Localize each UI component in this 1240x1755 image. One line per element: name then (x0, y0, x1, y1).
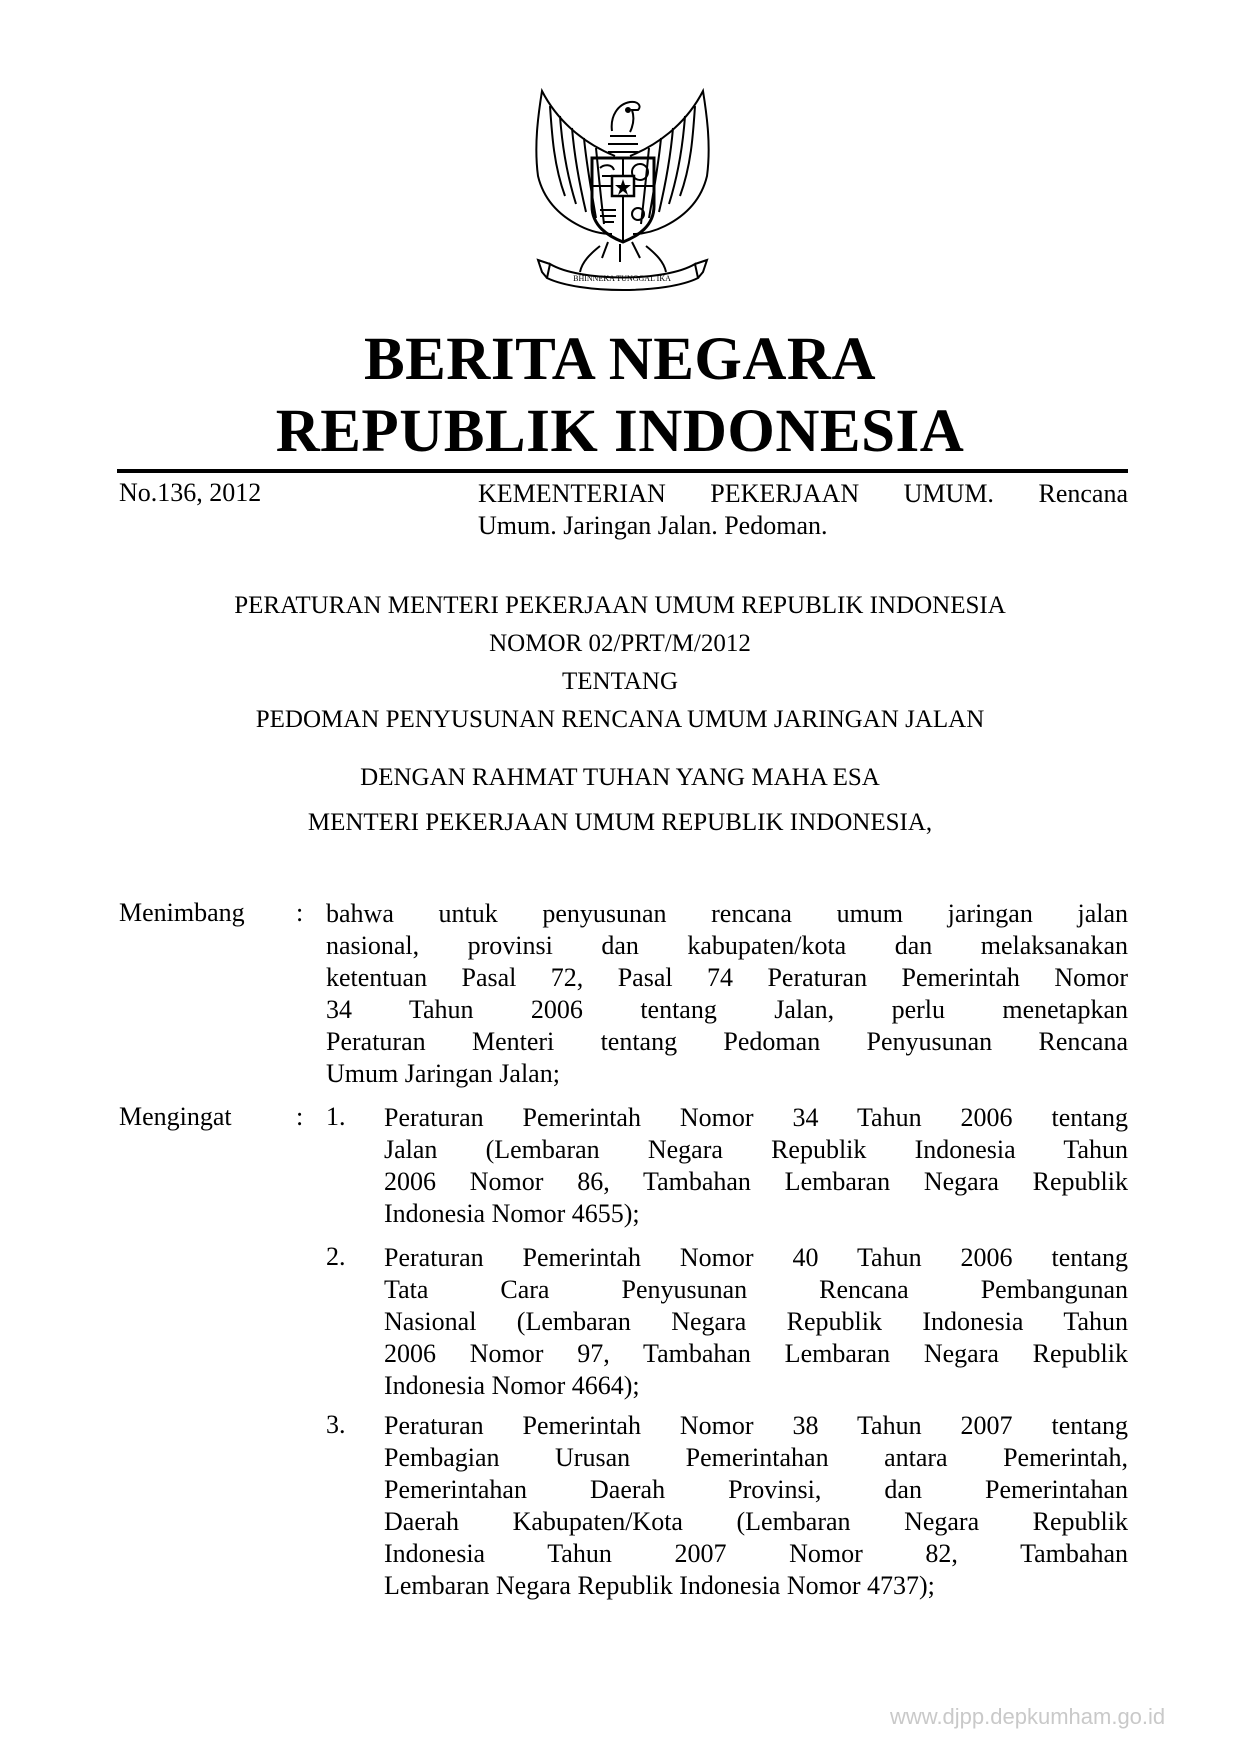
regulation-number: NOMOR 02/PRT/M/2012 (489, 630, 751, 657)
mengingat-colon: : (296, 1102, 304, 1131)
mengingat-line: Tata Cara Penyusunan Rencana Pembangunan (384, 1275, 1128, 1304)
regulation-heading-line1: PERATURAN MENTERI PEKERJAAN UMUM REPUBLIK INDONESIA (234, 592, 1006, 619)
menimbang-line: nasional, provinsi dan kabupaten/kota dan melaksanakan (326, 931, 1128, 960)
mengingat-line: Daerah Kabupaten/Kota (Lembaran Negara Republik (384, 1507, 1128, 1536)
mengingat-label: Mengingat (119, 1102, 232, 1131)
mengingat-item-number: 2. (326, 1242, 346, 1271)
mengingat-line: Pemerintahan Daerah Provinsi, dan Pemerintahan (384, 1475, 1128, 1504)
motto-text: BHINNEKA TUNGGAL IKA (573, 274, 671, 283)
mengingat-item-3 (384, 1410, 1128, 1602)
menimbang-line: Peraturan Menteri tentang Pedoman Penyusunan Rencana (326, 1027, 1128, 1056)
mengingat-item-1 (384, 1102, 1128, 1230)
gazette-description-line2: Umum. Jaringan Jalan. Pedoman. (478, 511, 828, 540)
menimbang-line: 34 Tahun 2006 tentang Jalan, perlu menetapkan (326, 995, 1128, 1024)
mengingat-item-2 (384, 1242, 1128, 1402)
menimbang-colon: : (296, 898, 304, 927)
menimbang-line: Umum Jaringan Jalan; (326, 1059, 560, 1088)
menimbang-line: ketentuan Pasal 72, Pasal 74 Peraturan Pemerintah Nomor (326, 963, 1128, 992)
mengingat-line: Indonesia Tahun 2007 Nomor 82, Tambahan (384, 1539, 1128, 1568)
mengingat-line: 2006 Nomor 97, Tambahan Lembaran Negara Republik (384, 1339, 1128, 1368)
preamble-line2: MENTERI PEKERJAAN UMUM REPUBLIK INDONESIA, (307, 809, 933, 836)
gazette-title-line1: BERITA NEGARA (363, 326, 877, 393)
watermark-url: www.djpp.depkumham.go.id (890, 1704, 1166, 1729)
menimbang-line: bahwa untuk penyusunan rencana umum jaringan jalan (326, 899, 1128, 928)
mengingat-line: Peraturan Pemerintah Nomor 38 Tahun 2007 tentang (384, 1411, 1128, 1440)
menimbang-label: Menimbang (119, 898, 245, 927)
mengingat-line: Peraturan Pemerintah Nomor 40 Tahun 2006 tentang (384, 1243, 1128, 1272)
preamble-line1: DENGAN RAHMAT TUHAN YANG MAHA ESA (360, 764, 880, 791)
mengingat-line: Lembaran Negara Republik Indonesia Nomor 4737); (384, 1571, 935, 1600)
header-divider (117, 469, 1128, 473)
mengingat-item-number: 1. (326, 1102, 346, 1131)
gazette-number: No.136, 2012 (119, 478, 262, 507)
mengingat-line: Pembagian Urusan Pemerintahan antara Pemerintah, (384, 1443, 1128, 1472)
mengingat-line: 2006 Nomor 86, Tambahan Lembaran Negara Republik (384, 1167, 1128, 1196)
garuda-emblem-icon (520, 86, 725, 301)
gazette-description-line1: KEMENTERIAN PEKERJAAN UMUM. Rencana (478, 479, 1128, 508)
gazette-title-line2: REPUBLIK INDONESIA (275, 398, 965, 465)
mengingat-line: Indonesia Nomor 4664); (384, 1371, 640, 1400)
gazette-description (478, 478, 1128, 542)
mengingat-line: Peraturan Pemerintah Nomor 34 Tahun 2006 tentang (384, 1103, 1128, 1132)
menimbang-text (326, 898, 1128, 1090)
regulation-tentang: TENTANG (561, 668, 679, 695)
mengingat-line: Jalan (Lembaran Negara Republik Indonesia Tahun (384, 1135, 1128, 1164)
mengingat-line: Nasional (Lembaran Negara Republik Indonesia Tahun (384, 1307, 1128, 1336)
mengingat-item-number: 3. (326, 1410, 346, 1439)
regulation-subject: PEDOMAN PENYUSUNAN RENCANA UMUM JARINGAN JALAN (255, 706, 985, 733)
mengingat-line: Indonesia Nomor 4655); (384, 1199, 640, 1228)
